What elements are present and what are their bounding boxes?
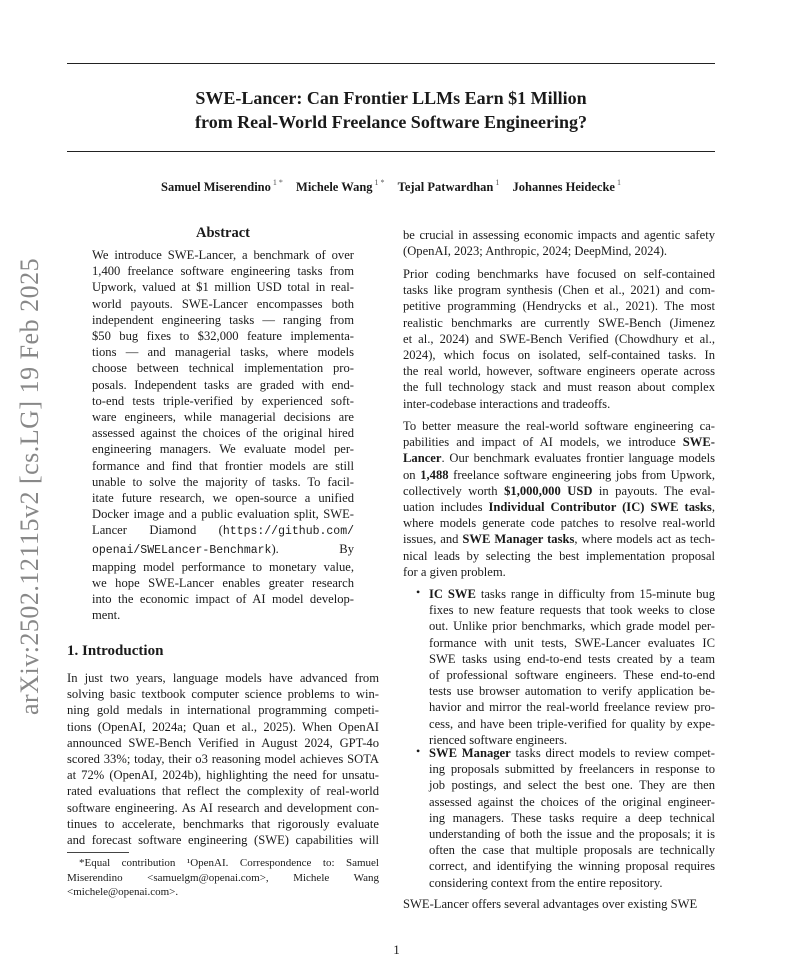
footnote-rule bbox=[67, 852, 129, 853]
text-line: on 1,488 freelance software engineering jobs from Upwork, bbox=[403, 467, 715, 482]
intro-line: announced SWE-Bench Verified in August 2024, GPT-4o bbox=[67, 735, 379, 750]
text-line: ing managers. These tasks require a deep technical bbox=[429, 810, 715, 825]
abstract-line: tions — and managerial tasks, where models bbox=[92, 345, 354, 360]
text-line: Prior coding benchmarks have focused on self-contained bbox=[403, 267, 715, 281]
abstract-line: unable to solve the majority of tasks. To facil- bbox=[92, 474, 354, 489]
text-line: pabilities and impact of AI models, we introduce SWE- bbox=[403, 435, 715, 450]
title-line-1: SWE-Lancer: Can Frontier LLMs Earn $1 Million bbox=[195, 88, 587, 108]
abstract-line: Upwork, valued at $1 million USD total in real- bbox=[92, 280, 354, 295]
intro-line: In just two years, language models have advanced from bbox=[67, 671, 379, 685]
text-line: SWE tasks using end-to-end tests created by a team bbox=[429, 651, 715, 666]
abstract-line: engineering managers. We evaluate model per- bbox=[92, 442, 354, 457]
title-line-2: from Real-World Freelance Software Engineering? bbox=[195, 112, 587, 132]
abstract-body bbox=[92, 247, 354, 624]
intro-line: and forecast software engineering (SWE) capabilities will bbox=[67, 833, 379, 848]
footnote-line: <michele@openai.com>. bbox=[67, 886, 179, 898]
abstract-line: formance and find that frontier models are still bbox=[92, 458, 354, 473]
arxiv-identifier: arXiv:2502.12115v2 [cs.LG] 19 Feb 2025 bbox=[15, 257, 44, 715]
abstract-line: posals. Independent tasks are graded with end- bbox=[92, 377, 354, 392]
text-line: petitive programming (Hendrycks et al., 2021). The most bbox=[403, 299, 715, 314]
text-line: issues, and SWE Manager tasks, where models act as tech- bbox=[403, 532, 716, 547]
abstract-line-url: openai/SWELancer-Benchmark). By bbox=[92, 541, 354, 557]
text-line: rienced software engineers. bbox=[429, 732, 568, 747]
text-line: et al., 2024) and SWE-Bench Verified (Chowdhury et al., bbox=[403, 331, 715, 346]
abstract-line: mapping model performance to monetary value, bbox=[92, 559, 354, 574]
text-line: fixes to new feature requests that took weeks to close bbox=[429, 603, 715, 618]
text-line: be crucial in assessing economic impacts and agentic safety bbox=[403, 228, 715, 242]
abstract-line-url: Lancer Diamond (https://github.com/ bbox=[92, 523, 354, 539]
intro-line: tions (OpenAI, 2024a; Quan et al., 2025). When OpenAI bbox=[67, 719, 379, 734]
text-line: (OpenAI, 2023; Anthropic, 2024; DeepMind, 2024). bbox=[403, 244, 668, 259]
bullet-swe-manager bbox=[429, 745, 715, 891]
intro-line: scored 33%; today, their o3 reasoning model achieves SOTA bbox=[67, 752, 379, 767]
top-rule bbox=[67, 63, 715, 64]
abstract-line: We introduce SWE-Lancer, a benchmark of over bbox=[92, 248, 354, 262]
text-line: correct, and identifying the winning proposal requires bbox=[429, 859, 715, 874]
github-link[interactable]: https://github.com/ bbox=[222, 525, 354, 539]
bullet-icon: • bbox=[416, 744, 421, 758]
text-line: realistic benchmarks are currently SWE-Bench (Jimenez bbox=[403, 315, 715, 330]
github-link-cont[interactable]: openai/SWELancer-Benchmark bbox=[92, 543, 272, 557]
introduction-body bbox=[67, 670, 379, 848]
text-line: cess, and have been triple-verified for quality by expe- bbox=[429, 716, 715, 731]
abstract-line: itate future research, we open-source a unified bbox=[92, 491, 354, 506]
intro-line: software engineering. As AI research and development con- bbox=[67, 800, 379, 815]
author: Michele Wang $^{1 *}$ bbox=[296, 178, 385, 194]
text-line: Lancer. Our benchmark evaluates frontier language models bbox=[403, 451, 715, 466]
right-paragraph-2 bbox=[403, 266, 715, 412]
abstract-line: $50 bug fixes to $32,000 feature implementa- bbox=[92, 329, 354, 344]
paper-title bbox=[67, 86, 715, 134]
text-line: the full technology stack and must reason about complex bbox=[403, 380, 715, 395]
text-line: formance with unit tests, SWE-Lancer evaluates IC bbox=[429, 635, 715, 650]
abstract-heading: Abstract bbox=[196, 225, 250, 241]
author: Samuel Miserendino $^{1 *}$ bbox=[161, 178, 283, 194]
abstract-line: independent engineering tasks — ranging from bbox=[92, 312, 354, 327]
text-line: understanding of both the issue and the proposals; it is bbox=[429, 827, 715, 842]
abstract-line: to-end tests triple-verified by experienced soft- bbox=[92, 393, 354, 408]
intro-line: solving basic textbook computer science problems to win- bbox=[67, 687, 379, 702]
intro-line: at 72% (OpenAI, 2024b), highlighting the need for unsatu- bbox=[67, 768, 379, 783]
page-number: 1 bbox=[393, 942, 400, 957]
text-line: SWE Manager tasks direct models to review compet- bbox=[429, 746, 716, 760]
text-line: havior and mirror the real-world freelance review pro- bbox=[429, 700, 715, 715]
text-line: where models generate code patches to resolve real-world bbox=[403, 516, 715, 531]
abstract-line: Docker image and a public evaluation split, SWE- bbox=[92, 507, 354, 522]
text-line: considering context from the entire repository. bbox=[429, 875, 663, 890]
text-line: To better measure the real-world software engineering ca- bbox=[403, 419, 715, 433]
right-paragraph-1 bbox=[403, 227, 715, 259]
text-line: IC SWE tasks range in difficulty from 15-minute bug bbox=[429, 587, 715, 601]
abstract-line: ment. bbox=[92, 608, 121, 623]
footnote bbox=[67, 856, 379, 900]
abstract-line: 1,400 freelance software engineering tasks from bbox=[92, 264, 354, 279]
abstract-line: world payouts. SWE-Lancer encompasses both bbox=[92, 296, 354, 311]
right-closing-line bbox=[403, 896, 715, 912]
right-paragraph-3 bbox=[403, 418, 715, 580]
text-line: often the case that multiple proposals are technically bbox=[429, 843, 715, 858]
text-line: job postings, and select the best one. They are then bbox=[429, 778, 715, 793]
abstract-line: assessed against the choices of the original hired bbox=[92, 426, 354, 441]
author: Johannes Heidecke $^1$ bbox=[512, 178, 621, 194]
abstract-line: we hope SWE-Lancer enables greater research bbox=[92, 576, 354, 591]
text-line: 2024), which focus on isolated, self-contained tasks. In bbox=[403, 348, 715, 363]
bullet-ic-swe bbox=[429, 586, 715, 748]
text-line: tests use browser automation to verify application be- bbox=[429, 684, 715, 699]
text-line: out. Unlike prior benchmarks, which grade model per- bbox=[429, 619, 715, 634]
title-bottom-rule bbox=[67, 151, 715, 152]
intro-line: tinues to accelerate, benchmarks that rigorously evaluate bbox=[67, 816, 379, 831]
text-line: collectively worth $1,000,000 USD in payouts. The eval- bbox=[403, 483, 715, 498]
text-line: SWE-Lancer offers several advantages over existing SWE bbox=[403, 897, 698, 911]
text-line: for a given problem. bbox=[403, 564, 506, 579]
abstract-line: ware engineers, while managerial decisions are bbox=[92, 410, 354, 425]
section-heading-introduction: 1. Introduction bbox=[67, 643, 164, 659]
text-line: inter-codebase interactions and tradeoffs. bbox=[403, 396, 611, 411]
intro-line: ning gold medals in international programming competi- bbox=[67, 703, 379, 718]
intro-line: rated evaluations that reflect the complexity of real-world bbox=[67, 784, 379, 799]
bullet-icon: • bbox=[416, 585, 421, 599]
text-line: of professional software engineers. These end-to-end bbox=[429, 668, 715, 683]
text-line: uation includes Individual Contributor (IC) SWE tasks, bbox=[403, 500, 715, 515]
text-line: nical leads by selecting the best implementation proposal bbox=[403, 548, 715, 563]
text-line: tasks like program synthesis (Chen et al., 2021) and com- bbox=[403, 283, 715, 298]
author: Tejal Patwardhan $^1$ bbox=[397, 178, 500, 194]
footnote-line: *Equal contribution ¹OpenAI. Correspondence to: Samuel bbox=[79, 857, 379, 869]
author-list bbox=[67, 178, 715, 195]
abstract-line: choose between technical implementation pro- bbox=[92, 361, 354, 376]
text-line: the real world, however, software engineers operate across bbox=[403, 364, 715, 379]
footnote-line: Miserendino <samuelgm@openai.com>, Michele Wang bbox=[67, 871, 379, 884]
text-line: ing proposals submitted by freelancers in response to bbox=[429, 762, 715, 777]
text-line: assessed against the choices of the original engineer- bbox=[429, 794, 715, 809]
abstract-line: into the economic impact of AI model develop- bbox=[92, 592, 354, 607]
